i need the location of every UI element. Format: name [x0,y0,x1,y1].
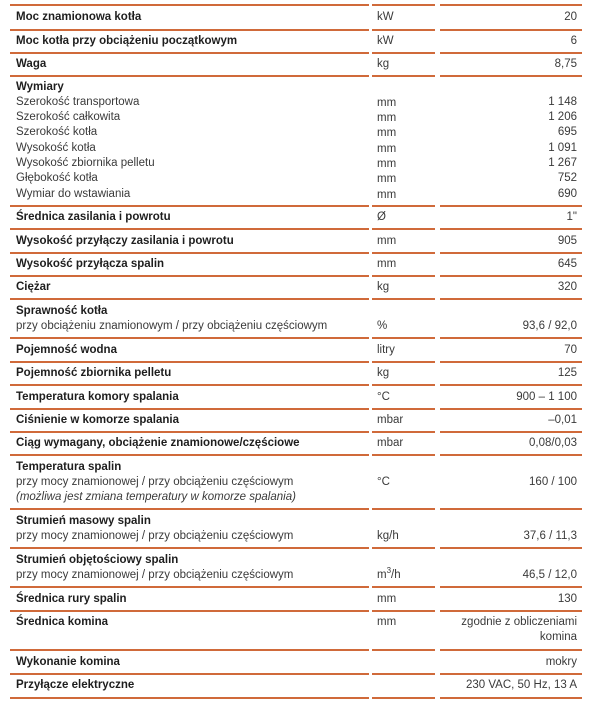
sub-label: Szerokość kotła [16,126,98,138]
row-value: 320 [557,281,577,293]
sub-label: Wysokość zbiornika pelletu [16,157,155,169]
row-label: Ciężar [16,281,51,293]
row-unit: litry [377,344,395,356]
sub-value: 1 148 [548,96,577,108]
sub-value: 690 [557,188,577,200]
row-value: mokry [545,656,577,668]
row-label: Waga [16,58,47,70]
row-subtext: przy mocy znamionowej / przy obciążeniu częściowym [16,569,294,581]
row-label: Wysokość przyłączy zasilania i powrotu [16,235,234,247]
row-unit: kg [377,367,390,379]
sub-unit: mm [377,173,397,185]
row-value: 6 [570,35,577,47]
row-label: Wysokość przyłącza spalin [16,258,165,270]
sub-unit: mm [377,158,397,170]
row-label: Sprawność kotła [16,305,108,317]
row-value: –0,01 [548,414,577,426]
row-subtext: przy mocy znamionowej / przy obciążeniu częściowym [16,530,294,542]
row-unit: mm [377,593,397,605]
row-label: Strumień masowy spalin [16,515,151,527]
sub-value: 1 267 [548,157,577,169]
row-value: 900 – 1 100 [516,391,577,403]
row-unit: kg/h [377,530,399,542]
row-label: Temperatura spalin [16,461,122,473]
unit-tail: /h [391,569,401,581]
row-unit: mm [377,616,397,628]
row-label: Pojemność wodna [16,344,117,356]
row-label: Średnica komina [16,616,109,628]
row-value: 8,75 [554,58,577,70]
row-subtext: przy obciążeniu znamionowym / przy obciążeniu częściowym [16,320,328,332]
row-value: 93,6 / 92,0 [522,320,577,332]
row-label: Średnica rury spalin [16,593,127,605]
row-value: 905 [557,235,577,247]
row-unit: kg [377,281,390,293]
row-label: Wykonanie komina [16,656,120,668]
row-value-line2: komina [539,631,577,643]
row-unit: mbar [377,414,404,426]
row-value: 37,6 / 11,3 [523,530,577,542]
row-unit [377,568,401,583]
row-unit: mm [377,258,397,270]
sub-unit: mm [377,143,397,155]
row-value: 46,5 / 12,0 [522,569,577,581]
sub-unit: mm [377,127,397,139]
row-unit: Ø [377,211,386,223]
row-unit: °C [377,476,390,488]
row-value: 230 VAC, 50 Hz, 13 A [465,679,577,691]
row-label: Pojemność zbiornika pelletu [16,367,172,379]
row-label: Ciśnienie w komorze spalania [16,414,179,426]
row-unit: °C [377,391,390,403]
row-unit: % [377,320,388,332]
row-value: 645 [557,258,577,270]
row-label: Temperatura komory spalania [16,391,179,403]
row-value: 70 [564,344,577,356]
row-value: 130 [557,593,577,605]
row-label: Przyłącze elektryczne [16,679,135,691]
row-unit: kW [377,11,394,23]
sub-unit: mm [377,97,397,109]
row-value: 20 [564,11,577,23]
sub-value: 1 206 [548,111,577,123]
row-subtext: przy mocy znamionowej / przy obciążeniu częściowym [16,476,294,488]
row-label: Średnica zasilania i powrotu [16,211,171,223]
sub-value: 752 [557,172,577,184]
row-value: 1" [566,211,577,223]
row-unit: kg [377,58,390,70]
row-label: Moc kotła przy obciążeniu początkowym [16,35,238,47]
row-value-line1: zgodnie z obliczeniami [461,616,577,628]
row-label: Strumień objętościowy spalin [16,554,179,566]
sub-label: Wysokość kotła [16,142,96,154]
sub-value: 1 091 [548,142,577,154]
row-value: 160 / 100 [529,476,577,488]
unit-superscript: 3 [386,566,392,576]
row-label: Wymiary [16,81,64,93]
sub-unit: mm [377,189,397,201]
row-unit: kW [377,35,394,47]
sub-label: Wymiar do wstawiania [16,188,131,200]
row-label: Ciąg wymagany, obciążenie znamionowe/częściowe [16,437,300,449]
row-value: 125 [557,367,577,379]
sub-unit: mm [377,112,397,124]
sub-label: Szerokość całkowita [16,111,121,123]
row-label: Moc znamionowa kotła [16,11,142,23]
sub-value: 695 [557,126,577,138]
sub-label: Szerokość transportowa [16,96,140,108]
row-value: 0,08/0,03 [529,437,577,449]
row-unit: mbar [377,437,404,449]
sub-label: Głębokość kotła [16,172,98,184]
row-note: (możliwa jest zmiana temperatury w komorze spalania) [16,491,296,503]
unit-base: m [377,569,387,581]
row-unit: mm [377,235,397,247]
